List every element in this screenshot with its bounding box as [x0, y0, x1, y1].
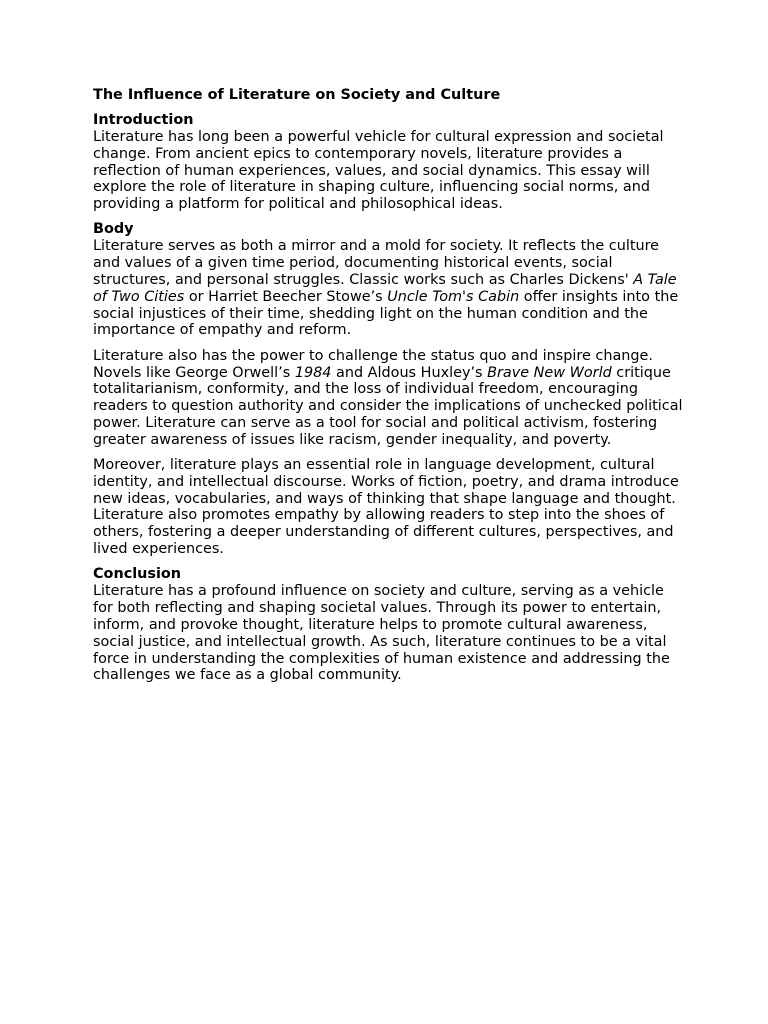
- book-title-tale-of-two-cities: A Tale of Two Cities: [93, 272, 677, 305]
- document-page: [93, 86, 683, 693]
- body-paragraph-1: [93, 238, 683, 339]
- body-p2-text-c: and Aldous Huxley’s: [331, 364, 488, 381]
- body-p2-text-a: Literature also has the power to challenge the status quo and inspire change. Novels like George Orwell’s: [93, 347, 653, 381]
- body-heading: Body: [93, 221, 134, 238]
- book-title-1984: 1984: [294, 364, 332, 381]
- book-title-brave-new-world: Brave New World: [487, 364, 612, 381]
- body-p2-text-e: critique totalitarianism, conformity, and the loss of individual freedom, encouraging readers to question authority and consider the implications of unchecked political power. Literature can serve as a tool for social and political activism, fostering greater awareness of issues like racism, gender inequality, and poverty.: [93, 364, 683, 448]
- document-title: The Influence of Literature on Society and Culture: [93, 87, 501, 103]
- conclusion-heading: Conclusion: [93, 566, 182, 583]
- body-p1-text-c: or Harriet Beecher Stowe’s: [184, 288, 388, 305]
- conclusion-paragraph: Literature has a profound influence on society and culture, serving as a vehicle for both reflecting and shaping societal values. Through its power to entertain, inform, and provoke thought, literature helps to promote cultural awareness, social justice, and intellectual growth. As such, literature continues to be a vital force in understanding the complexities of human existence and addressing the challenges we face as a global community.: [93, 583, 670, 684]
- book-title-uncle-toms-cabin: Uncle Tom's Cabin: [387, 288, 520, 305]
- body-p1-text-e: offer insights into the social injustices of their time, shedding light on the human condition and the importance of empathy and reform.: [93, 288, 679, 339]
- section-introduction: [93, 112, 683, 213]
- section-conclusion: [93, 566, 683, 684]
- introduction-heading: Introduction: [93, 112, 194, 128]
- body-p1-text-a: Literature serves as both a mirror and a mold for society. It reflects the culture and values of a given time period, documenting historical events, social structures, and personal struggles. Classic works such as Charles Dickens': [93, 238, 660, 289]
- body-paragraph-3: Moreover, literature plays an essential role in language development, cultural identity, and intellectual discourse. Works of fiction, poetry, and drama introduce new ideas, vocabularies, and ways of thinking that shape language and thought. Literature also promotes empathy by allowing readers to step into the shoes of others, fostering a deeper understanding of different cultures, perspectives, and lived experiences.: [93, 457, 679, 558]
- body-paragraph-2: [93, 348, 683, 449]
- introduction-paragraph: Literature has long been a powerful vehicle for cultural expression and societal change. From ancient epics to contemporary novels, literature provides a reflection of human experiences, values, and social dynamics. This essay will explore the role of literature in shaping culture, influencing social norms, and providing a platform for political and philosophical ideas.: [93, 129, 664, 213]
- section-body: [93, 221, 683, 557]
